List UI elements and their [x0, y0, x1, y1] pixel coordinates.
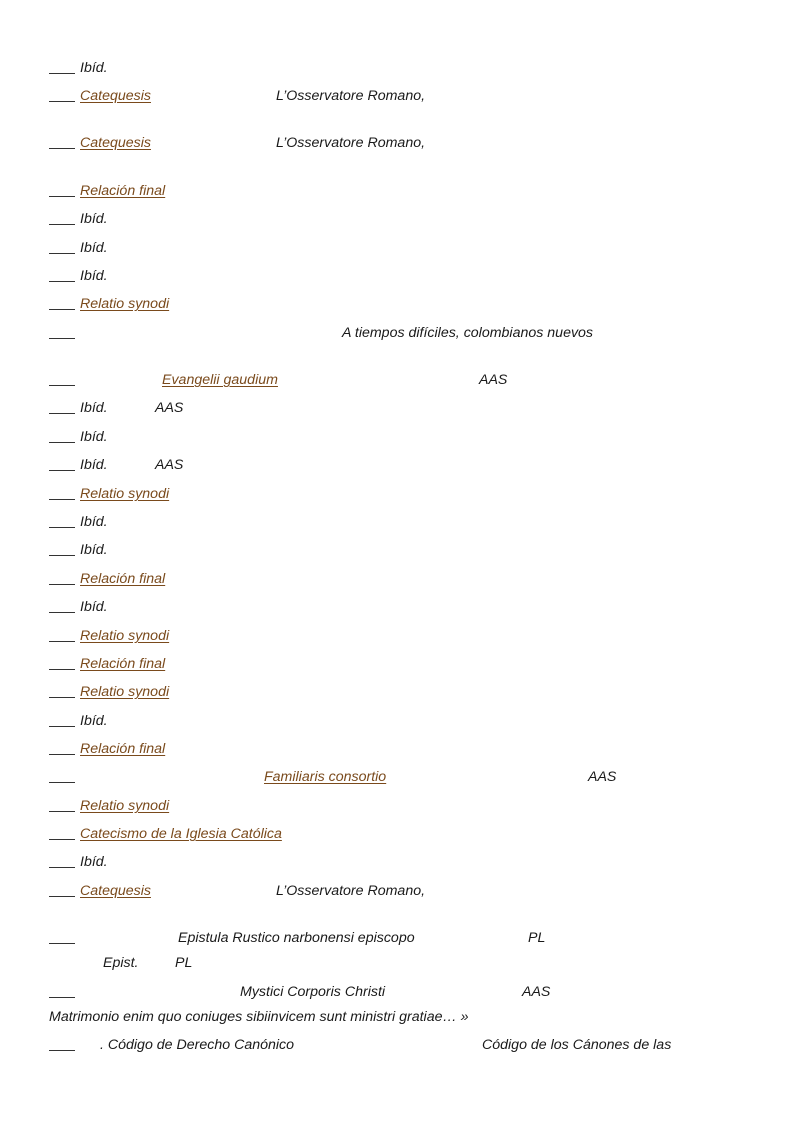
- footnote-link[interactable]: Relatio synodi: [80, 486, 170, 502]
- footnote-marker: [49, 338, 75, 339]
- footnote-link[interactable]: Evangelii gaudium: [162, 372, 278, 388]
- footnote-reference: Ibíd.: [80, 429, 108, 445]
- footnote-line: [0, 739, 793, 759]
- footnote-marker: [49, 148, 75, 149]
- footnote-line: [0, 654, 793, 674]
- footnote-reference: Epistula Rustico narbonensi episcopo: [178, 930, 415, 946]
- footnote-marker: [49, 499, 75, 500]
- footnote-link[interactable]: Relación final: [80, 741, 166, 757]
- footnote-source: AAS: [588, 769, 617, 785]
- footnote-line: [0, 133, 793, 153]
- footnote-reference: Epist.: [103, 955, 139, 971]
- footnote-reference: Ibíd.: [80, 268, 108, 284]
- footnote-source: AAS: [155, 400, 184, 416]
- footnote-marker: [49, 811, 75, 812]
- footnote-marker: [49, 555, 75, 556]
- footnote-marker: [49, 73, 75, 74]
- footnote-reference: Ibíd.: [80, 211, 108, 227]
- footnote-reference: Ibíd.: [80, 542, 108, 558]
- footnote-marker: [49, 253, 75, 254]
- footnote-marker: [49, 527, 75, 528]
- footnote-marker: [49, 697, 75, 698]
- footnote-line: [0, 323, 793, 343]
- footnote-line: [0, 181, 793, 201]
- footnote-line: [0, 209, 793, 229]
- footnote-marker: [49, 641, 75, 642]
- footnote-reference: Mystici Corporis Christi: [240, 984, 386, 1000]
- footnote-line: [0, 626, 793, 646]
- footnote-reference: . Código de Derecho Canónico: [100, 1037, 295, 1053]
- footnote-reference: Ibíd.: [80, 854, 108, 870]
- footnote-marker: [49, 224, 75, 225]
- footnote-marker: [49, 839, 75, 840]
- footnote-marker: [49, 896, 75, 897]
- footnote-marker: [49, 442, 75, 443]
- footnote-line: [0, 512, 793, 532]
- footnote-marker: [49, 196, 75, 197]
- footnote-line: [0, 370, 793, 390]
- footnote-line: [0, 1035, 793, 1055]
- footnote-line: [0, 928, 793, 948]
- footnote-reference: Ibíd.: [80, 240, 108, 256]
- footnote-marker: [49, 584, 75, 585]
- footnote-line: [0, 484, 793, 504]
- footnote-source: L’Osservatore Romano,: [276, 883, 426, 899]
- footnote-link[interactable]: Catequesis: [80, 88, 151, 104]
- footnote-line: [0, 398, 793, 418]
- footnote-source: PL: [175, 955, 193, 971]
- footnote-line: [0, 982, 793, 1002]
- footnote-link[interactable]: Catequesis: [80, 883, 151, 899]
- footnote-reference: Ibíd.: [80, 713, 108, 729]
- footnote-reference: Ibíd.: [80, 400, 108, 416]
- footnote-line: [0, 767, 793, 787]
- footnote-line: [0, 852, 793, 872]
- footnote-marker: [49, 726, 75, 727]
- footnote-marker: [49, 470, 75, 471]
- footnote-marker: [49, 943, 75, 944]
- footnote-reference: Ibíd.: [80, 457, 108, 473]
- footnote-source: AAS: [479, 372, 508, 388]
- footnote-link[interactable]: Familiaris consortio: [264, 769, 387, 785]
- footnote-reference: Ibíd.: [80, 514, 108, 530]
- footnote-link[interactable]: Relatio synodi: [80, 628, 170, 644]
- footnote-marker: [49, 309, 75, 310]
- footnote-line: [0, 86, 793, 106]
- footnote-marker: [49, 413, 75, 414]
- footnote-marker: [49, 754, 75, 755]
- footnote-line: [0, 238, 793, 258]
- footnote-line: [0, 824, 793, 844]
- footnote-reference: Ibíd.: [80, 60, 108, 76]
- footnote-line: [0, 58, 793, 78]
- footnote-marker: [49, 669, 75, 670]
- footnote-line: [0, 796, 793, 816]
- footnote-marker: [49, 281, 75, 282]
- footnote-link[interactable]: Relación final: [80, 571, 166, 587]
- footnote-link[interactable]: Relación final: [80, 656, 166, 672]
- footnote-marker: [49, 782, 75, 783]
- footnote-line: [0, 881, 793, 901]
- footnote-line: [0, 569, 793, 589]
- footnote-marker: [49, 612, 75, 613]
- footnote-line: [0, 266, 793, 286]
- footnote-line: [0, 455, 793, 475]
- footnote-source: AAS: [155, 457, 184, 473]
- footnote-link[interactable]: Catequesis: [80, 135, 151, 151]
- footnote-marker: [49, 867, 75, 868]
- footnote-link[interactable]: Relatio synodi: [80, 684, 170, 700]
- footnote-title: A tiempos difíciles, colombianos nuevos: [342, 325, 594, 341]
- footnote-continuation: [0, 1007, 793, 1027]
- footnote-source: AAS: [522, 984, 551, 1000]
- footnote-link[interactable]: Relación final: [80, 183, 166, 199]
- footnote-source: PL: [528, 930, 546, 946]
- footnote-marker: [49, 997, 75, 998]
- footnote-link[interactable]: Catecismo de la Iglesia Católica: [80, 826, 282, 842]
- footnote-source: L’Osservatore Romano,: [276, 135, 426, 151]
- footnote-link[interactable]: Relatio synodi: [80, 296, 170, 312]
- footnote-line: [0, 294, 793, 314]
- footnote-line: [0, 711, 793, 731]
- footnote-line: [0, 427, 793, 447]
- footnote-line: [0, 682, 793, 702]
- footnote-line: [0, 540, 793, 560]
- footnote-marker: [49, 385, 75, 386]
- footnote-quote: Matrimonio enim quo coniuges sibiinvicem sunt ministri gratiae… »: [49, 1009, 469, 1025]
- footnote-marker: [49, 101, 75, 102]
- footnote-marker: [49, 1050, 75, 1051]
- footnote-continuation: [0, 953, 793, 973]
- footnote-source: Código de los Cánones de las: [482, 1037, 672, 1053]
- footnote-line: [0, 597, 793, 617]
- footnote-link[interactable]: Relatio synodi: [80, 798, 170, 814]
- footnote-source: L’Osservatore Romano,: [276, 88, 426, 104]
- footnote-reference: Ibíd.: [80, 599, 108, 615]
